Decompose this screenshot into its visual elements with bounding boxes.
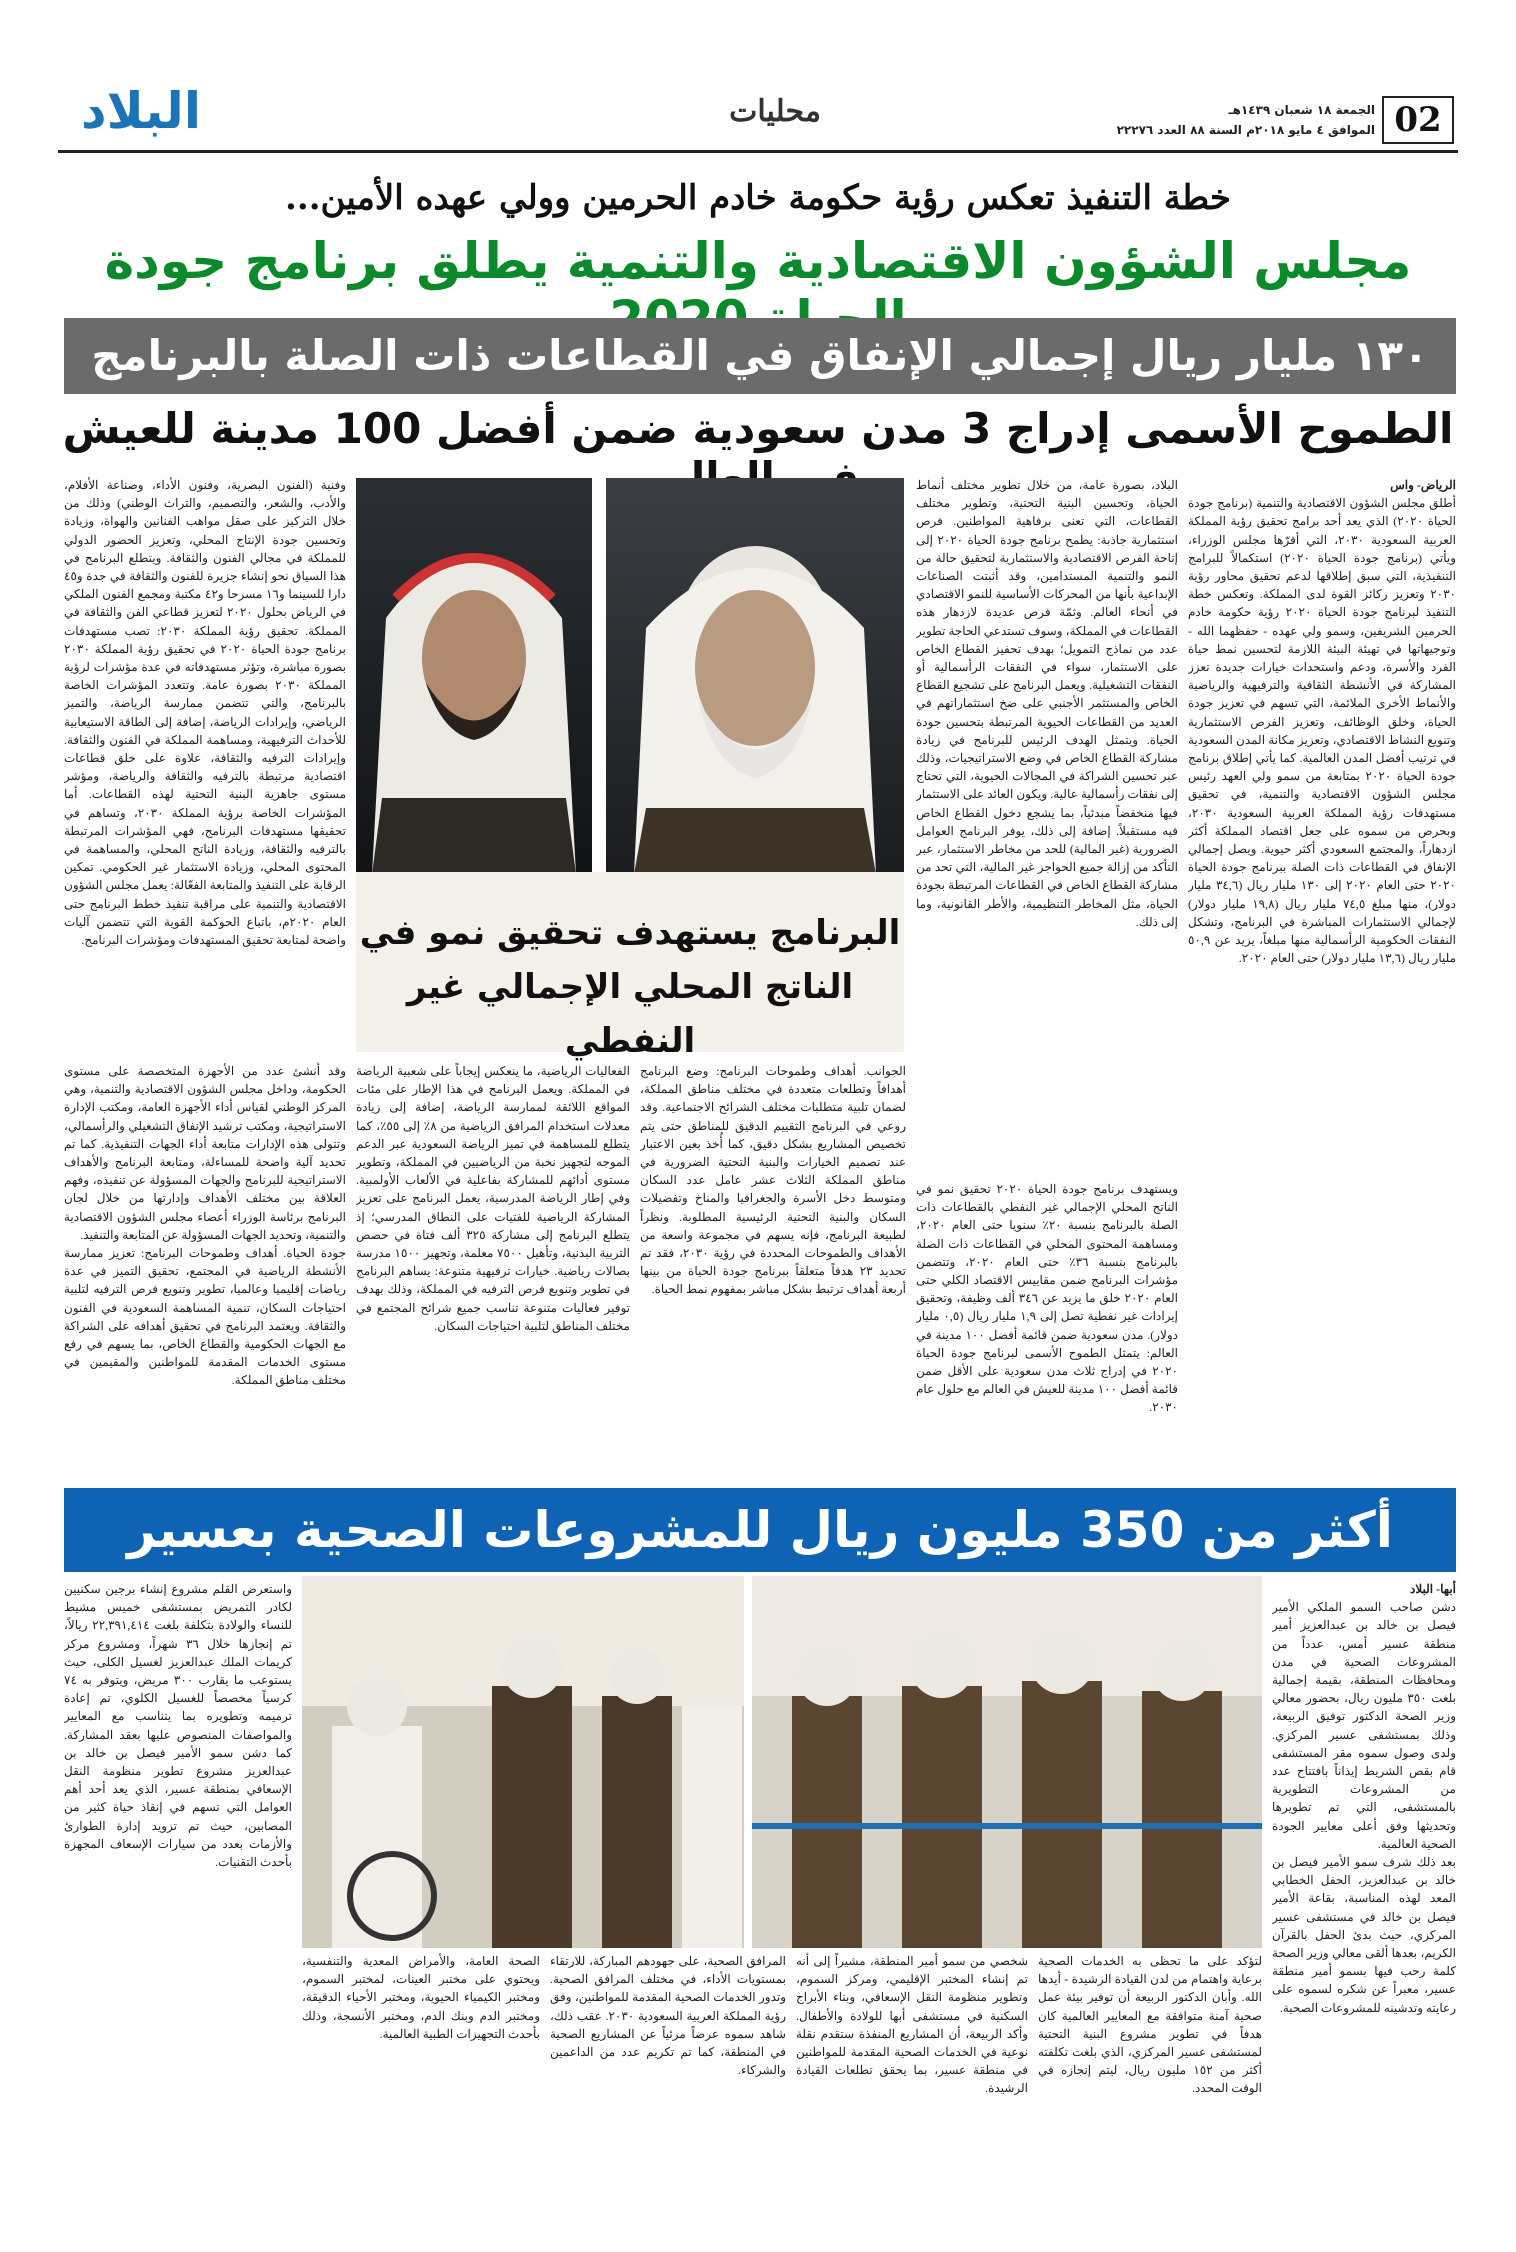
king-portrait [606,478,904,874]
story2-headline: أكثر من 350 مليون ريال للمشروعات الصحية بعسير [127,1501,1393,1559]
story2-col7-text: واستعرض القلم مشروع إنشاء برجين سكنيين لكادر التمريض بمستشفى خميس مشيط للنساء والولادة بتكلفة بلغت ٢٢,٣٩١,٤١٤ ريالاً، تم إنجازها خلال ٣٦ شهراً، ومشروع مركز كريمات الملك عبدالعزيز لغسيل الكلى، حيث يستوعب ما يقارب ٣٠٠ مريض، ويتوفر به ٧٤ كرسياً مخصصاً للغسيل الكلوي، تم إعادة ترميمه وتطويره بما يتناسب مع المعايير والمواصفات المنصوص عليها بعقد المشاركة. كما دشن سمو الأمير فيصل بن خالد بن عبدالعزيز مشروع تطوير منظومة النقل الإسعافي بمنطقة عسير، الذي يعد أحد أهم العوامل التي تسهم في إنقاذ حياة كثير من المصابين، حيث تم تزويد إدارة الطوارئ والأزمات بعدد من سيارات الإسعاف المجهزة بأحدث التقنيات. [64,1582,292,1870]
pull-quote [356,872,904,1061]
pull-quote-line2: الناتج المحلي الإجمالي غير النفطي [406,967,854,1061]
page-number: 02 [1382,96,1454,144]
story2-col4-text: شخصي من سمو أمير المنطقة، مشيراً إلى أنه تم إنشاء المختبر الإقليمي، ومركز السموم، وتطوير منظومة النقل الإسعافي، وبناء الأبراج السكنية في مستشفى أبها للولادة والأطفال. وأكد الربيعة، أن المشاريع المنفذة ستقدم نقلة نوعية في الخدمات الصحية المقدمة للمواطنين في منطقة عسير، بما يحقق تطلعات القيادة الرشيدة. [796,1954,1028,2096]
story1-col4a-text: ويستهدف برنامج جودة الحياة ٢٠٢٠ تحقيق نمو في الناتج المحلي الإجمالي غير النفطي بالقطاعات ذات الصلة بالبرنامج بنسبة ٢٠٪ سنويا حتى العام ٢٠٢٠، ومساهمة المحتوى المحلي في القطاعات ذات الصلة بالبرنامج بنسبة ٣٦٪ حتى العام ٢٠٢٠، وتتضمن مؤشرات البرنامج ضمن مقاييس الاقتصاد الكلي حتى العام ٢٠٢٠ خلق ما يزيد عن ٣٤٦ ألف وظيفة، وتحقيق إيرادات غير نفطية تصل إلى ١,٩ مليار ريال (٠,٥ مليار دولار). مدن سعودية ضمن قائمة أفضل ١٠٠ مدينة في العالم: يتمثل الطموح الأسمى لبرنامج جودة الحياة ٢٠٢٠ في إدراج ثلاث مدن سعودية على الأقل ضمن قائمة أفضل ١٠٠ مدينة للعيش في العالم مع حلول عام ٢٠٣٠. [916,1182,1178,1415]
date-line-1: الجمعة ١٨ شعبان ١٤٣٩هـ [1228,103,1375,117]
story2-band [64,1488,1456,1572]
story2-col6-text: الصحة العامة، والأمراض المعدية والتنفسية، ويحتوي على مختبر العينات، لمختبر السموم، ومختبر الكيمياء الحيوية، ومختبر الأحياء الدقيقة، ومختبر الدم وبنك الدم، ومختبر الأنسجة، وذلك بأحدث التجهيزات الطبية العالمية. [302,1954,540,2041]
story1-col5-text: الفعاليات الرياضية، ما ينعكس إيجاباً على شعبية الرياضة في المملكة. ويعمل البرنامج في هذا الإطار على مئات المواقع اللائقة لممارسة الرياضة، إضافة إلى زيادة معدلات استخدام المرافق الرياضية من ٨٪ إلى ٥٥٪، كما يتطلع للمساهمة في تميز الرياضة السعودية عبر الدعم الموجه لتجهيز نخبة من الرياضيين في المملكة، وتطوير مستوى أدائهم للمشاركة بفاعلية في الألعاب الأولمبية. وفي إطار الرياضة المدرسية، يعمل البرنامج على تعزيز المشاركة الرياضية للفتيات على النطاق المدرسي؛ إذ يتطلع البرنامج إلى مشاركة ٣٢٥ ألف فتاة في حصص التربية البدنية، وتأهيل ٧٥٠٠ معلمة، وتجهيز ١٥٠٠ مدرسة بصالات رياضية. خيارات ترفيهية متنوعة: يساهم البرنامج في تطوير وتنويع فرص الترفيه في المملكة، وذلك بهدف توفير فعاليات متنوعة تناسب جميع شرائح المجتمع في مختلف المناطق لتلبية احتياجات السكان. [356,1064,630,1333]
ribbon-cutting-photo [752,1576,1262,1948]
story2-col1-text: دشن صاحب السمو الملكي الأمير فيصل بن خالد بن عبدالعزيز أمير منطقة عسير أمس، عدداً من المشروعات الصحية في مدن ومحافظات المنطقة، بقيمة إجمالية بلغت ٣٥٠ مليون ريال، بحضور معالي وزير الصحة الدكتور توفيق الربيعة، وذلك بمستشفى عسير المركزي. ولدى وصول سموه مقر المستشفى قام بقص الشريط إيذاناً بافتتاح عدد من المشروعات التطويرية بالمستشفى، التي تم تطويرها وتحديثها وفق أعلى معايير الجودة الصحية العالمية. [1272,1600,1456,1851]
date-line-2: الموافق ٤ مايو ٢٠١٨م السنة ٨٨ العدد ٢٢٢٧٦ [1116,123,1375,137]
story1-kicker: خطة التنفيذ تعكس رؤية حكومة خادم الحرمين وولي عهده الأمين... [285,178,1231,218]
story2-dateline: أبها- البلاد [1410,1582,1456,1596]
story1-col4 [916,1180,1178,1476]
story1-col4b [640,1062,906,1476]
story2-col7 [64,1580,292,2244]
crown-prince-portrait [356,478,592,874]
issue-date [1090,100,1375,140]
story1-col2-text: البلاد، بصورة عامة، من خلال تطوير مختلف أنماط الحياة، وتحسين البنية التحتية، وتطوير مختلف القطاعات، التي تعنى برفاهية المواطنين. فرص استثمارية جاذبة: يطمح برنامج جودة الحياة ٢٠٢٠ إلى إتاحة الفرص الاقتصادية والاستثمارية لتحقيق حالة من النمو والتنمية المستدامين، وقد أثبتت الصناعات الإبداعية بأنها من المحركات الأساسية للنمو الاقتصادي في أنحاء العالم. وثمّة فرص عديدة لازدهار هذه القطاعات في المملكة، وسوف تستدعي الحاجة تطوير عدد من نماذج التمويل؛ بهدف تحفيز القطاع الخاص على الاستثمار، سواء في النفقات الرأسمالية أو النفقات التشغيلية. ويعمل البرنامج على تشجيع القطاع الخاص والمستثمر الأجنبي على ضخ استثماراتهم في العديد من القطاعات الحيوية المرتبطة بتحسين جودة الحياة. ويتمثل الهدف الرئيس للبرنامج في زيادة مشاركة القطاع الخاص في وضع الاستراتيجيات، وذلك عبر تحسين الشراكة في المجالات الحيوية، التي تحتاج إلى نفقات رأسمالية عالية. ويكون العائد على الاستثمار فيها منخفضاً مبدئياً، بما يشجع دخول القطاع الخاص فيه مستقبلاً. إضافة إلى ذلك، يوفر البرنامج العوامل الضرورية (غير المالية) للحد من مخاطر الاستثمار، عبر التأكد من إزالة جميع الحواجز غير المالية، التي تحد من مشاركة القطاع الخاص في القطاعات المرتبطة بجودة الحياة، مثل المخاطر التنظيمية، والأطر القانونية، وما إلى ذلك. [916,478,1178,929]
story2-col4 [796,1952,1028,2244]
story1-col6 [64,1062,346,1476]
story1-col3-text: وفنية (الفنون البصرية، وفنون الأداء، وصناعة الأفلام، والأدب، والشعر، والتصميم، والتراث الوطني) وذلك من خلال التركيز على صقل مواهب الفنانين والهواة، وزيادة وتحسين جودة الإنتاج المحلي، وتعزيز الحضور الدولي للمملكة في مجالي الفنون والثقافة. ويتطلع البرنامج في هذا السياق نحو إنشاء جزيرة للفنون والثقافة في جدة و٤٥ دارا للسينما و١٦ مسرحا و٤٢ مكتبة ومجمع الفنون الملكي في الرياض بحلول ٢٠٢٠ لتعزيز قطاعي الفن والثقافة في المملكة. تحقيق رؤية المملكة ٢٠٣٠: تصب مستهدفات برنامج جودة الحياة ٢٠٢٠ في تحقيق رؤية المملكة ٢٠٣٠ بصورة مباشرة، وتؤثر مستهدفاته في عدة مؤشرات لرؤية المملكة ٢٠٣٠ بصورة عامة. وتتعدد المؤشرات الخاصة بالبرنامج، والتي تتضمن ممارسة الرياضة، والتميز الرياضي، وإيرادات الرياضة، إضافة إلى الطاقة الاستيعابية للأحداث الترفيهية، ومساهمة المملكة في الفنون والثقافة. وإيرادات الترفيه والثقافة، علاوة على خلق قطاعات اقتصادية مرتبطة بالترفيه والثقافة والرياضة، ومؤشر مستوى جاهزية البنية التحتية لهذه القطاعات. أما المؤشرات الخاصة برؤية المملكة ٢٠٣٠، وتساهم في تحقيقها مستهدفات البرنامج، فهي المؤشرات المرتبطة بالترفيه والثقافة، وزيادة الناتج المحلي، والمساهمة في المحتوى المحلي، وزيادة الاستثمار غير الحكومي. تمكين الرقابة على التنفيذ والمتابعة الفعّالة: يعمل مجلس الشؤون الاقتصادية والتنمية على مراقبة تنفيذ خطط البرنامج حتى العام ٢٠٢٠م، باتباع الحوكمة القوية التي تتضمن آليات واضحة لمتابعة تحقيق المستهدفات ومؤشرات البرنامج. [64,478,346,948]
story1-col1 [1188,476,1456,1476]
story1-dateline: الرياض- واس [1390,478,1456,492]
story1-col1-text: أطلق مجلس الشؤون الاقتصادية والتنمية (برنامج جودة الحياة ٢٠٢٠) الذي يعد أحد برامج تحقيق رؤية المملكة العربية السعودية ٢٠٣٠، التي أقرّها مجلس الوزراء، ويأتي (برنامج جودة الحياة ٢٠٢٠) استكمالاً للبرامج التنفيذية، التي سبق إطلاقها لدعم تحقيق محاور رؤية ٢٠٣٠ وتعزيز ركائز القوة لدى المملكة. وتعكس خطة التنفيذ لبرنامج جودة الحياة ٢٠٢٠ رؤية حكومة خادم الحرمين الشريفين، وسمو ولي عهده - حفظهما الله - وتوجيهاتها في تهيئة البيئة اللازمة لتحسين نمط حياة الفرد والأسرة، ودعم واستحداث خيارات جديدة تعزز المشاركة في الأنشطة الثقافية والترفيهية والرياضية والأنماط الأخرى الملائمة، التي تسهم في تعزيز جودة الحياة، وخلق الوظائف، وتعزيز الفرص الاستثمارية وتنويع النشاط الاقتصادي، وتعزيز مكانة المدن السعودية في ترتيب أفضل المدن العالمية. كما يأتي إطلاق برنامج جودة الحياة ٢٠٢٠ بمتابعة من سمو ولي العهد رئيس مجلس الشؤون الاقتصادية والتنمية، في تحقيق مستهدفات رؤية المملكة العربية السعودية ٢٠٣٠، وبحرص من سموه على جعل اقتصاد المملكة أكثر ازدهاراً، والمجتمع السعودي أكثر حيوية. ويصل إجمالي الإنفاق في القطاعات ذات الصلة ببرنامج جودة الحياة ٢٠٢٠ حتى العام ٢٠٢٠ إلى ١٣٠ مليار ريال (٣٤,٦ مليار دولار)، منها مبلغ ٧٤,٥ مليار ريال (١٩,٨ مليار دولار) لإجمالي الاستثمارات المباشرة في البرنامج، وتشكل النفقات الحكومية الرأسمالية منها مبلغاً، يزيد عن ٥٠,٩ مليار ريال (١٣,٦ مليار دولار) حتى العام ٢٠٢٠. [1188,496,1456,966]
header-rule [58,150,1458,153]
story1-col6-text: وقد أنشئ عدد من الأجهزة المتخصصة على مستوى الحكومة، وداخل مجلس الشؤون الاقتصادية والتنمية، وهي المركز الوطني لقياس أداء الأجهزة العامة، ومكتب الإدارة الاستراتيجية، ومكتب ترشيد الإنفاق التشغيلي والرأسمالي، وتتولى هذه الإدارات متابعة أداء الجهات التنفيذية. كما تم تحديد آلية واضحة للمساءلة، ومتابعة البرنامج والأهداف الاستراتيجية للبرنامج والجهات المسؤولة عن تنفيذه، وفهم العلاقة بين مختلف الأهداف وإدارتها من خلال لجان البرنامج برئاسة الوزراء أعضاء مجلس الشؤون الاقتصادية والتنمية، وتحديد الجهات المسؤولة عن المتابعة والتنفيذ. [64,1064,346,1242]
section-title: محليات [729,94,821,129]
story1-subhead: الطموح الأسمى إدراج 3 مدن سعودية ضمن أفضل 100 مدينة للعيش [62,404,1454,453]
pull-quote-line1: البرنامج يستهدف تحقيق نمو في [359,913,901,953]
story1-band [64,318,1456,394]
story1-headline: مجلس الشؤون الاقتصادية والتنمية يطلق برنامج جودة [104,232,1412,290]
story1-col7-text: جودة الحياة. أهداف وطموحات البرنامج: تعزيز ممارسة الأنشطة الرياضية في المجتمع، تحقيق التميز في عدة رياضات إقليميا وعالميا، تطوير وتنويع فرص الترفيه لتلبية احتياجات السكان، تنمية المساهمة السعودية في الفنون والثقافة. ويعتمد البرنامج في تحقيق أهدافه على الشراكة مع الجهات الحكومية والقطاع الخاص، بما يسهم في رفع مستوى الخدمات المقدمة للمواطنين والمقيمين في مختلف مناطق المملكة. [64,1246,346,1388]
story1-col5b [356,1062,630,1476]
story2-col6 [302,1952,540,2244]
masthead [0,0,1516,150]
story1-col4b-text: الجوانب. أهداف وطموحات البرنامج: وضع البرنامج أهدافاً وتطلعات متعددة في مختلف مناطق المملكة، لضمان تلبية متطلبات مختلف الشرائح الاجتماعية. وقد روعي في البرنامج التقييم الدقيق للمناطق حتى يتم تخصيص المشاريع بشكل دقيق، كما أُخذ بعين الاعتبار عند تصميم الخيارات والبنية التحتية الضرورية في مناطق المملكة الثلاث عشر عامل عدد السكان ومتوسط دخل الأسرة والجغرافيا والمناخ وتفضيلات السكان والبنية التحتية الرئيسية المطلوبة. ونظراً لطبيعة البرنامج، فإنه يسهم في مجموعة واسعة من الأهداف والطموحات المحددة في رؤية ٢٠٣٠، فقد تم تحديد ٢٣ هدفاً متعلقاً ببرنامج جودة الحياة من بينها أربعة أهداف ترتبط بشكل مباشر بمفهوم نمط الحياة. [640,1064,906,1297]
story2-col5 [550,1952,786,2244]
story2-col3-text: لتؤكد على ما تحظى به الخدمات الصحية برعاية واهتمام من لدن القيادة الرشيدة - أيدها الله. وأبان الدكتور الربيعة أن توفير بيئة عمل صحية آمنة متوافقة مع المعايير العالمية كان هدفاً في تطوير مشروع البنية التحتية لمستشفى عسير المركزي، الذي بلغت تكلفته أكثر من ١٥٢ مليون ريال، ليتم إنجازه في الوقت المحدد. [1038,1954,1262,2096]
story1-band-text: ١٣٠ مليار ريال إجمالي الإنفاق في القطاعات ذات الصلة بالبرنامج [91,331,1429,380]
story2-col3 [1038,1952,1262,2244]
newspaper-logo: البلاد [81,82,201,140]
story2-col2-text: بعد ذلك شرف سمو الأمير فيصل بن خالد بن عبدالعزيز، الحفل الخطابي المعد لهذه المناسبة، بقاعة الأمير فيصل بن خالد في مستشفى عسير المركزي، حيث بدئ الحفل بالقرآن الكريم، بعدها ألقى معالي وزير الصحة كلمة رحب فيها بسمو أمير منطقة عسير، معبراً عن شكره لسموه على رعايته وتدشينه للمشروعات الصحية. [1272,1855,1456,2015]
story2-col1 [1272,1580,1456,2244]
story2-col5-text: المرافق الصحية، على جهودهم المباركة، للارتقاء بمستويات الأداء، في مختلف المرافق الصحية. وتدور الخدمات الصحية المقدمة للمواطنين، وفق رؤية المملكة العربية السعودية ٢٠٣٠. عقب ذلك، شاهد سموه عرضاً مرئياً عن المشاريع الصحية في المنطقة، كما تم تكريم عدد من الداعمين والشركاء. [550,1954,786,2078]
hospital-visit-photo [302,1576,744,1948]
story1-col2 [916,476,1178,1176]
